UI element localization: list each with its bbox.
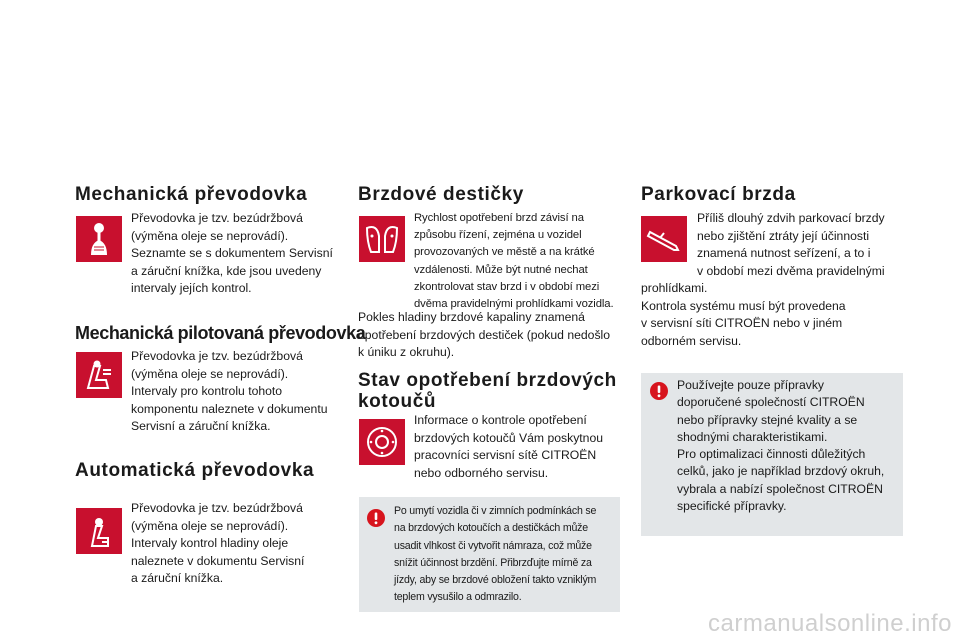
pilot-gearbox-icon [76, 352, 122, 398]
products-note-text: Používejte pouze přípravky doporučené společností CITROËN nebo přípravky stejné kvality a se shodnými charakteristikami. Pro optimalizaci činnosti důležitých celků, jako je například brzdový okruh, vybrala a nabízí společnost CITROËN specifické přípravky. [677, 378, 885, 514]
section-title-pilot-gearbox: Mechanická pilotovaná převodovka [75, 323, 366, 343]
section-title-parking-brake: Parkovací brzda [641, 184, 796, 205]
warning-icon [367, 509, 385, 527]
watermark-footer: carmanualsonline.info [708, 610, 952, 637]
manual-gearbox-text: Převodovka je tzv. bezúdržbová (výměna oleje se neprovádí). Seznamte se s dokumentem Servisní a záruční knížka, kde jsou uvedeny intervaly jejích kontrol. [131, 211, 333, 296]
brake-note-box [359, 497, 620, 612]
automatic-gearbox-icon [76, 508, 122, 554]
gear-shift-icon [76, 216, 122, 262]
section-title-brake-discs: Stav opotřebení brzdových kotoučů [358, 370, 617, 412]
section-title-automatic-gearbox: Automatická převodovka [75, 460, 315, 481]
brake-discs-text: Informace o kontrole opotřebení brzdových kotoučů Vám poskytnou pracovníci servisní sítě CITROËN nebo odborného servisu. [414, 413, 604, 480]
brake-fluid-text: Pokles hladiny brzdové kapaliny znamená opotřebení brzdových destiček (pokud nedošlo k úniku z okruhu). [358, 310, 611, 360]
brake-disc-icon [359, 419, 405, 465]
section-title-brake-pads: Brzdové destičky [358, 184, 524, 205]
warning-icon [650, 382, 668, 400]
brake-note-text: Po umytí vozidla či v zimních podmínkách se na brzdových kotoučích a destičkách může usadit vlhkost či vytvořit námraza, což může snížit účinnost brzdění. Přibrzďujte mírně za jízdy, aby se brzdové obložení takto vzniklým teplem vysušilo a odmrazilo. [394, 505, 597, 604]
brake-pads-text: Rychlost opotřebení brzd závisí na způsobu řízení, zejména u vozidel provozovaných ve městě a na krátké vzdálenosti. Může být nutné nechat zkontrolovat stav brzd i v období mezi dvěma pravidelnými prohlídkami vozidla. [414, 212, 614, 311]
parking-brake-icon [641, 216, 687, 262]
brake-pads-icon [359, 216, 405, 262]
products-note-box [641, 373, 903, 536]
section-title-manual-gearbox: Mechanická převodovka [75, 184, 308, 205]
parking-brake-text: Příliš dlouhý zdvih parkovací brzdy nebo zjištění ztráty její účinnosti znamená nutnost seřízení, a to i v období mezi dvěma pravidelnými [697, 211, 885, 278]
parking-brake-text-continued: prohlídkami. Kontrola systému musí být provedena v servisní síti CITROËN nebo v jiném odborném servisu. [641, 281, 846, 348]
pilot-gearbox-text: Převodovka je tzv. bezúdržbová (výměna oleje se neprovádí). Intervaly pro kontrolu tohoto komponentu naleznete v dokumentu Servisní a záruční knížka. [131, 349, 328, 434]
automatic-gearbox-text: Převodovka je tzv. bezúdržbová (výměna oleje se neprovádí). Intervaly kontrol hladiny oleje naleznete v dokumentu Servisní a záruční knížka. [131, 501, 305, 586]
